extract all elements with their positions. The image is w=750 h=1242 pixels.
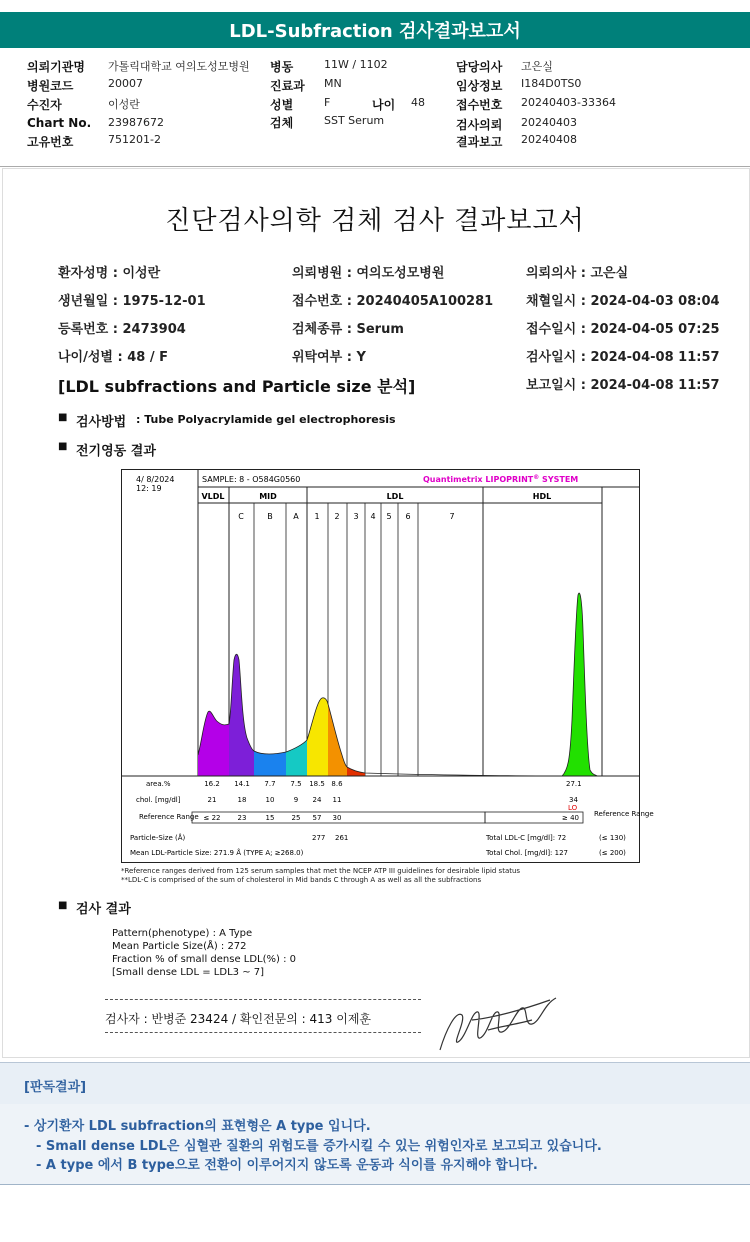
chol-value: 10: [265, 796, 275, 804]
row-chol-label: chol. [mg/dl]: [136, 796, 181, 804]
chol-value: 18: [237, 796, 247, 804]
band-label: 1: [314, 512, 320, 521]
area-value: 14.1: [234, 780, 250, 788]
header-value: 가톨릭대학교 여의도성모병원: [108, 60, 250, 73]
header-info: [0, 48, 750, 167]
header-label: 임상정보: [456, 79, 503, 93]
header-label: 담당의사: [456, 60, 503, 74]
chol-value: 21: [207, 796, 217, 804]
analysis-subtitle: [LDL subfractions and Particle size 분석]: [58, 377, 416, 396]
area-value: 18.5: [309, 780, 325, 788]
area-value: 7.5: [290, 780, 302, 788]
header-value: 48: [411, 96, 425, 109]
header-label: 병동: [270, 60, 294, 74]
interp-title: [판독결과]: [24, 1080, 87, 1095]
method-value: : Tube Polyacrylamide gel electrophoresis: [136, 413, 396, 426]
header-value: 이성란: [108, 98, 140, 111]
header-label: 수진자: [27, 98, 62, 112]
band-label: 2: [334, 512, 340, 521]
result-line: Fraction % of small dense LDL(%) : 0: [112, 954, 297, 965]
result-line: [Small dense LDL = LDL3 ~ 7]: [112, 967, 265, 978]
band-label: 6: [405, 512, 411, 521]
patient-agesex: 나이/성별 : 48 / F: [58, 350, 169, 365]
chart-sample: SAMPLE: 8 - O584G0560: [202, 475, 301, 484]
method-label: 검사방법: [76, 415, 127, 430]
header-value: 20240403: [521, 116, 577, 129]
consignment: 위탁여부 : Y: [292, 350, 366, 365]
band-label: B: [267, 512, 273, 521]
result-label: 검사 결과: [76, 902, 131, 917]
total-chol-ref: (≤ 200): [599, 849, 626, 857]
header-label: 검체: [270, 116, 294, 130]
curve-ldl1: [307, 698, 328, 776]
header-label: 나이: [372, 98, 396, 112]
report-title: LDL-Subfraction 검사결과보고서: [229, 21, 521, 42]
header-label: 결과보고: [456, 135, 503, 149]
bullet-icon: ■: [58, 441, 68, 452]
collect-time: 채혈일시 : 2024-04-03 08:04: [526, 294, 720, 309]
ref-range-label: Reference Range: [594, 810, 654, 818]
total-ldl-ref: (≤ 130): [599, 834, 626, 842]
header-value: 751201-2: [108, 133, 161, 146]
interp-line: - A type 에서 B type으로 전환이 이루어지지 않도록 운동과 식이를 유지해야 합니다.: [36, 1158, 538, 1173]
band-label: C: [238, 512, 244, 521]
interp-line: - Small dense LDL은 심혈관 질환의 위험도를 증가시킬 수 있는 위험인자로 보고되고 있습니다.: [36, 1139, 602, 1154]
header-value: 11W / 1102: [324, 58, 388, 71]
chart-note-2: **LDL-C is comprised of the sum of cholesterol in Mid bands C through A as well as all the subfractions: [121, 876, 482, 884]
header-label: 병원코드: [27, 79, 74, 93]
electrophoresis-label: 전기영동 결과: [76, 444, 156, 459]
signature-divider-bottom: [105, 1032, 421, 1033]
region-hdl: HDL: [532, 492, 552, 501]
ordering-hospital: 의뢰병원 : 여의도성모병원: [292, 266, 445, 281]
particle-label: Particle-Size (Å): [130, 834, 186, 842]
interp-line: - 상기환자 LDL subfraction의 표현형은 A type 입니다.: [24, 1119, 371, 1134]
chol-value: 24: [312, 796, 322, 804]
mean-ldl-size: Mean LDL-Particle Size: 271.9 Å (TYPE A; ≥268.0): [130, 849, 304, 857]
header-label: 접수번호: [456, 98, 503, 112]
handwritten-signature: [432, 990, 562, 1058]
header-value: SST Serum: [324, 114, 385, 127]
band-label: 3: [353, 512, 359, 521]
document-title: 진단검사의학 검체 검사 결과보고서: [165, 206, 585, 236]
ref-value: ≤ 22: [203, 814, 221, 822]
header-value: F: [324, 96, 331, 109]
header-value: I184D0TS0: [521, 77, 582, 90]
result-line: Mean Particle Size(Å) : 272: [112, 941, 247, 952]
reported-time: 보고일시 : 2024-04-08 11:57: [526, 378, 720, 393]
curve-mid-a: [286, 740, 307, 776]
ref-value: 30: [332, 814, 342, 822]
curve-outline: [198, 593, 600, 776]
region-ldl: LDL: [386, 492, 404, 501]
ref-value: 57: [312, 814, 322, 822]
bullet-icon: ■: [58, 412, 68, 423]
signature-divider-top: [105, 999, 421, 1000]
hdl-chol: 34: [569, 796, 578, 804]
curve-hdl: [562, 593, 600, 776]
interp-header: [0, 1062, 750, 1106]
header-label: 진료과: [270, 79, 305, 93]
band-label: 7: [449, 512, 455, 521]
header-value: 20240408: [521, 133, 577, 146]
header-label: 성별: [270, 98, 294, 112]
header-label: 고유번호: [27, 135, 74, 149]
header-value: 20007: [108, 77, 143, 90]
header-value: MN: [324, 77, 342, 90]
total-ldl: Total LDL-C [mg/dl]: 72: [486, 834, 567, 842]
row-area-label: area.%: [146, 780, 171, 788]
curve-mid-b: [254, 751, 286, 776]
total-chol: Total Chol. [mg/dl]: 127: [486, 849, 568, 857]
received-time: 접수일시 : 2024-04-05 07:25: [526, 322, 720, 337]
curve-vldl: [198, 711, 229, 776]
ref-value: 25: [291, 814, 301, 822]
region-vldl: VLDL: [201, 492, 225, 501]
chart-date: 4/ 8/2024: [136, 475, 175, 484]
particle-value: 261: [335, 834, 349, 842]
band-label: 5: [386, 512, 392, 521]
area-value: 16.2: [204, 780, 220, 788]
ref-value: 15: [265, 814, 275, 822]
ordering-doctor: 의뢰의사 : 고은실: [526, 266, 629, 281]
band-label: A: [293, 512, 299, 521]
area-value: 8.6: [331, 780, 343, 788]
chart-note-1: *Reference ranges derived from 125 serum samples that met the NCEP ATP III guidelines for desirable lipid status: [121, 867, 521, 875]
curve-group: [198, 593, 600, 776]
header-value: 20240403-33364: [521, 96, 616, 109]
hdl-ref: ≥ 40: [562, 814, 579, 822]
patient-reg: 등록번호 : 2473904: [58, 322, 186, 337]
interp-body: [0, 1104, 750, 1185]
electrophoresis-svg: [122, 470, 654, 862]
specimen-type: 검체종류 : Serum: [292, 322, 404, 337]
band-label: 4: [370, 512, 376, 521]
signature-line: 검사자 : 반병준 23424 / 확인전문의 : 413 이제훈: [105, 1012, 372, 1026]
header-label: 의뢰기관명: [27, 60, 85, 74]
patient-dob: 생년월일 : 1975-12-01: [58, 294, 206, 309]
tested-time: 검사일시 : 2024-04-08 11:57: [526, 350, 720, 365]
chol-value: 9: [293, 796, 299, 804]
ref-value: 23: [237, 814, 247, 822]
chol-value: 11: [332, 796, 342, 804]
hdl-area: 27.1: [566, 780, 582, 788]
chart-brand: Quantimetrix LIPOPRINT® SYSTEM: [423, 473, 579, 484]
header-label: Chart No.: [27, 116, 92, 130]
particle-value: 277: [312, 834, 326, 842]
header-value: 23987672: [108, 116, 164, 129]
electrophoresis-chart: [121, 469, 654, 863]
result-line: Pattern(phenotype) : A Type: [112, 928, 253, 939]
row-ref-label: Reference Range: [139, 813, 199, 821]
report-title-bar: [0, 12, 750, 48]
receipt-number: 접수번호 : 20240405A100281: [292, 294, 494, 309]
bullet-icon: ■: [58, 900, 68, 911]
patient-name: 환자성명 : 이성란: [58, 266, 161, 281]
region-mid: MID: [259, 492, 277, 501]
header-label: 검사의뢰: [456, 118, 503, 132]
area-value: 7.7: [264, 780, 276, 788]
header-value: 고은실: [521, 60, 553, 73]
hdl-flag: LO: [568, 804, 578, 812]
chart-time: 12: 19: [136, 484, 162, 493]
